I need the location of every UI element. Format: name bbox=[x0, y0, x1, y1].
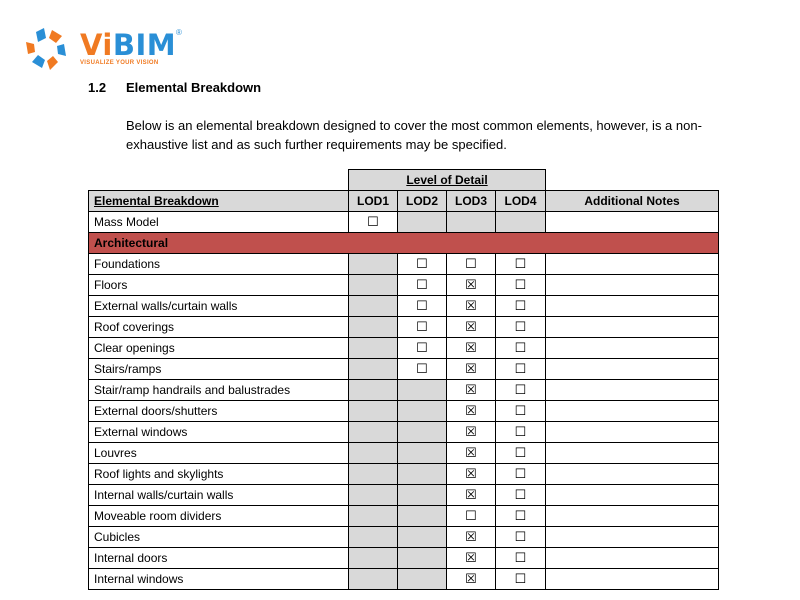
lod3-checkbox: ☒ bbox=[447, 338, 496, 359]
lod4-checkbox: ☐ bbox=[496, 506, 546, 527]
table-row bbox=[89, 485, 719, 506]
lod2-cell bbox=[398, 548, 447, 569]
element-name: Stair/ramp handrails and balustrades bbox=[89, 380, 349, 401]
table-row bbox=[89, 506, 719, 527]
element-name: Roof lights and skylights bbox=[89, 464, 349, 485]
lod4-checkbox: ☐ bbox=[496, 296, 546, 317]
lod1-cell bbox=[349, 422, 398, 443]
lod4-checkbox: ☐ bbox=[496, 464, 546, 485]
lod3-checkbox: ☒ bbox=[447, 296, 496, 317]
notes-cell bbox=[546, 296, 719, 317]
lod2-checkbox: ☐ bbox=[398, 254, 447, 275]
lod3-checkbox: ☒ bbox=[447, 527, 496, 548]
lod1-cell bbox=[349, 380, 398, 401]
lod2-cell bbox=[398, 569, 447, 590]
element-name: Roof coverings bbox=[89, 317, 349, 338]
lod1-cell bbox=[349, 464, 398, 485]
logo-registered-mark: ® bbox=[176, 28, 182, 37]
notes-cell bbox=[546, 317, 719, 338]
element-name: Internal walls/curtain walls bbox=[89, 485, 349, 506]
lod3-header: LOD3 bbox=[447, 191, 496, 212]
lod4-checkbox: ☐ bbox=[496, 275, 546, 296]
lod1-cell bbox=[349, 548, 398, 569]
category-label: Architectural bbox=[89, 233, 719, 254]
notes-cell bbox=[546, 254, 719, 275]
section-title: Elemental Breakdown bbox=[126, 80, 262, 95]
lod2-header: LOD2 bbox=[398, 191, 447, 212]
table-row bbox=[89, 401, 719, 422]
lod3-checkbox: ☒ bbox=[447, 401, 496, 422]
lod2-checkbox: ☐ bbox=[398, 275, 447, 296]
element-name: Internal doors bbox=[89, 548, 349, 569]
lod1-cell bbox=[349, 254, 398, 275]
lod1-cell bbox=[349, 275, 398, 296]
lod4-checkbox: ☐ bbox=[496, 569, 546, 590]
element-name: Moveable room dividers bbox=[89, 506, 349, 527]
lod1-cell bbox=[349, 317, 398, 338]
vibim-logo bbox=[22, 26, 192, 72]
lod1-cell bbox=[349, 506, 398, 527]
lod4-header: LOD4 bbox=[496, 191, 546, 212]
section-heading bbox=[88, 80, 261, 95]
lod4-checkbox: ☐ bbox=[496, 338, 546, 359]
lod3-checkbox: ☒ bbox=[447, 359, 496, 380]
lod3-checkbox: ☐ bbox=[447, 254, 496, 275]
lod4-checkbox: ☐ bbox=[496, 485, 546, 506]
lod3-checkbox: ☒ bbox=[447, 422, 496, 443]
lod3-checkbox: ☒ bbox=[447, 380, 496, 401]
element-name: Cubicles bbox=[89, 527, 349, 548]
vibim-logo-mark-icon bbox=[22, 26, 72, 72]
lod1-cell bbox=[349, 485, 398, 506]
notes-cell bbox=[546, 212, 719, 233]
table-row bbox=[89, 359, 719, 380]
lod3-checkbox: ☒ bbox=[447, 485, 496, 506]
table-row bbox=[89, 338, 719, 359]
notes-cell bbox=[546, 548, 719, 569]
lod3-checkbox: ☐ bbox=[447, 506, 496, 527]
lod2-cell bbox=[398, 527, 447, 548]
lod3-checkbox: ☒ bbox=[447, 275, 496, 296]
lod4-checkbox: ☐ bbox=[496, 317, 546, 338]
table-row bbox=[89, 317, 719, 338]
element-name: Mass Model bbox=[89, 212, 349, 233]
lod4-checkbox: ☐ bbox=[496, 422, 546, 443]
lod2-checkbox: ☐ bbox=[398, 338, 447, 359]
table-row bbox=[89, 422, 719, 443]
lod1-cell bbox=[349, 401, 398, 422]
notes-cell bbox=[546, 380, 719, 401]
lod1-cell bbox=[349, 443, 398, 464]
lod3-checkbox: ☒ bbox=[447, 317, 496, 338]
table-row bbox=[89, 527, 719, 548]
logo-tagline: VISUALIZE YOUR VISION bbox=[80, 60, 159, 66]
lod3-checkbox: ☒ bbox=[447, 569, 496, 590]
notes-cell bbox=[546, 443, 719, 464]
element-name: External doors/shutters bbox=[89, 401, 349, 422]
lod4-checkbox: ☐ bbox=[496, 359, 546, 380]
category-row bbox=[89, 233, 719, 254]
lod2-cell bbox=[398, 443, 447, 464]
lod2-cell bbox=[398, 506, 447, 527]
section-intro: Below is an elemental breakdown designed to cover the most common elements, however, is a non-exhaustive list and as such further requirements may be specified. bbox=[126, 118, 702, 152]
notes-cell bbox=[546, 275, 719, 296]
notes-cell bbox=[546, 464, 719, 485]
lod2-checkbox: ☐ bbox=[398, 317, 447, 338]
table-row bbox=[89, 548, 719, 569]
element-name: External walls/curtain walls bbox=[89, 296, 349, 317]
lod2-checkbox: ☐ bbox=[398, 359, 447, 380]
lod1-cell bbox=[349, 359, 398, 380]
table-row bbox=[89, 569, 719, 590]
lod3-checkbox: ☒ bbox=[447, 464, 496, 485]
lod4-checkbox: ☐ bbox=[496, 548, 546, 569]
lod4-checkbox: ☐ bbox=[496, 443, 546, 464]
element-name: Louvres bbox=[89, 443, 349, 464]
lod2-cell bbox=[398, 380, 447, 401]
lod3-checkbox: ☒ bbox=[447, 443, 496, 464]
lod1-header: LOD1 bbox=[349, 191, 398, 212]
table-row bbox=[89, 443, 719, 464]
elemental-breakdown-header: Elemental Breakdown bbox=[89, 191, 349, 212]
table-row bbox=[89, 380, 719, 401]
table-row bbox=[89, 275, 719, 296]
notes-cell bbox=[546, 359, 719, 380]
logo-wordmark: ViBIM bbox=[80, 28, 177, 62]
lod1-checkbox: ☐ bbox=[349, 212, 398, 233]
table-row bbox=[89, 296, 719, 317]
table-row bbox=[89, 254, 719, 275]
lod2-cell bbox=[398, 422, 447, 443]
lod4-checkbox: ☐ bbox=[496, 527, 546, 548]
lod1-cell bbox=[349, 338, 398, 359]
lod1-cell bbox=[349, 527, 398, 548]
notes-cell bbox=[546, 527, 719, 548]
notes-cell bbox=[546, 569, 719, 590]
additional-notes-header: Additional Notes bbox=[546, 191, 719, 212]
lod2-cell bbox=[398, 401, 447, 422]
table-row bbox=[89, 464, 719, 485]
lod4-checkbox: ☐ bbox=[496, 254, 546, 275]
element-name: Internal windows bbox=[89, 569, 349, 590]
notes-cell bbox=[546, 422, 719, 443]
elemental-breakdown-table bbox=[88, 169, 719, 590]
notes-cell bbox=[546, 485, 719, 506]
lod4-checkbox: ☐ bbox=[496, 380, 546, 401]
element-name: Foundations bbox=[89, 254, 349, 275]
lod2-cell bbox=[398, 485, 447, 506]
notes-cell bbox=[546, 401, 719, 422]
element-name: Stairs/ramps bbox=[89, 359, 349, 380]
notes-cell bbox=[546, 506, 719, 527]
element-name: Floors bbox=[89, 275, 349, 296]
mass-model-row bbox=[89, 212, 719, 233]
lod3-checkbox: ☒ bbox=[447, 548, 496, 569]
lod1-cell bbox=[349, 296, 398, 317]
lod1-cell bbox=[349, 569, 398, 590]
lod2-checkbox: ☐ bbox=[398, 296, 447, 317]
element-name: Clear openings bbox=[89, 338, 349, 359]
section-number: 1.2 bbox=[88, 80, 107, 95]
lod4-checkbox: ☐ bbox=[496, 401, 546, 422]
lod2-cell bbox=[398, 464, 447, 485]
element-name: External windows bbox=[89, 422, 349, 443]
notes-cell bbox=[546, 338, 719, 359]
level-of-detail-header: Level of Detail bbox=[349, 170, 546, 191]
